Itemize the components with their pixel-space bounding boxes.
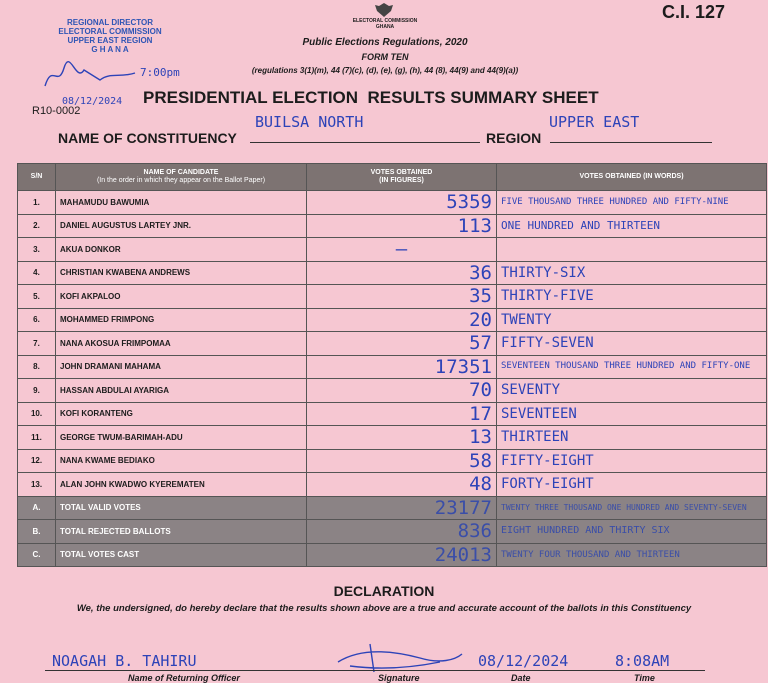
row-candidate: KOFI AKPALOO <box>56 285 307 309</box>
total-sn: A. <box>18 496 56 520</box>
total-label: TOTAL REJECTED BALLOTS <box>56 520 307 544</box>
row-words: THIRTEEN <box>497 426 767 450</box>
ci-number: C.I. 127 <box>662 2 726 22</box>
row-figures: 5359 <box>307 191 497 215</box>
row-figures: 20 <box>307 308 497 332</box>
row-sn: 2. <box>18 214 56 238</box>
row-candidate: JOHN DRAMANI MAHAMA <box>56 355 307 379</box>
table-row <box>18 355 767 379</box>
regulations-reference: (regulations 3(1)(m), 44 (7)(c), (d), (e), (g), (h), 44 (8), 44(9) and 44(9)(a)) <box>251 66 519 75</box>
signature-label: Signature <box>378 673 420 683</box>
table-row <box>18 449 767 473</box>
constituency-line <box>250 142 480 143</box>
row-sn: 7. <box>18 332 56 356</box>
regional-stamp <box>45 18 175 54</box>
row-candidate: DANIEL AUGUSTUS LARTEY JNR. <box>56 214 307 238</box>
constituency-label: NAME OF CONSTITUENCY <box>58 130 237 146</box>
row-candidate: MOHAMMED FRIMPONG <box>56 308 307 332</box>
declaration-text: We, the undersigned, do hereby declare that the results shown above are a true and accurate account of the ballots in this Constituency <box>76 603 692 614</box>
row-figures: 36 <box>307 261 497 285</box>
sheet-title: PRESIDENTIAL ELECTION RESULTS SUMMARY SHEET <box>143 88 599 107</box>
row-words: SEVENTEEN <box>497 402 767 426</box>
total-figures: 23177 <box>307 496 497 520</box>
form-name: FORM TEN <box>361 52 409 62</box>
row-candidate: AKUA DONKOR <box>56 238 307 262</box>
header-sn: S/N <box>18 164 56 191</box>
officer-name: NOAGAH B. TAHIRU <box>52 652 197 670</box>
row-sn: 10. <box>18 402 56 426</box>
row-sn: 12. <box>18 449 56 473</box>
table-row <box>18 308 767 332</box>
header-candidate <box>56 164 307 191</box>
header-figures-title: VOTES OBTAINED <box>370 169 433 176</box>
officer-label: Name of Returning Officer <box>128 673 240 683</box>
stamp-signed-time: 7:00pm <box>140 66 180 79</box>
header-figures-sub: (IN FIGURES) <box>379 177 424 184</box>
row-figures: 17 <box>307 402 497 426</box>
declaration-title: DECLARATION <box>333 583 435 599</box>
total-words: TWENTY FOUR THOUSAND AND THIRTEEN <box>497 543 767 567</box>
row-figures: 35 <box>307 285 497 309</box>
row-figures: 48 <box>307 473 497 497</box>
total-label: TOTAL VOTES CAST <box>56 543 307 567</box>
row-sn: 1. <box>18 191 56 215</box>
row-sn: 13. <box>18 473 56 497</box>
stamp-line-4: G H A N A <box>91 45 129 54</box>
row-figures: 13 <box>307 426 497 450</box>
row-candidate: ALAN JOHN KWADWO KYEREMATEN <box>56 473 307 497</box>
row-words: FIVE THOUSAND THREE HUNDRED AND FIFTY-NINE <box>497 191 767 215</box>
time-label: Time <box>634 673 655 683</box>
total-label: TOTAL VALID VOTES <box>56 496 307 520</box>
table-row <box>18 261 767 285</box>
stamp-line-1: REGIONAL DIRECTOR <box>67 18 153 27</box>
row-candidate: HASSAN ABDULAI AYARIGA <box>56 379 307 403</box>
ghana-coat-of-arms-icon <box>373 2 395 18</box>
header-candidate-title: NAME OF CANDIDATE <box>143 169 219 176</box>
stamp-line-3: UPPER EAST REGION <box>67 36 153 45</box>
total-row-rejected <box>18 520 767 544</box>
table-row <box>18 473 767 497</box>
stamp-signature-icon <box>40 58 140 94</box>
region-line <box>550 142 712 143</box>
constituency-value: BUILSA NORTH <box>255 113 364 131</box>
row-sn: 8. <box>18 355 56 379</box>
table-row <box>18 379 767 403</box>
stamp-signed-date: 08/12/2024 <box>62 96 123 107</box>
table-row <box>18 426 767 450</box>
stamp-line-2: ELECTORAL COMMISSION <box>58 27 162 36</box>
row-figures: 57 <box>307 332 497 356</box>
header-words: VOTES OBTAINED (IN WORDS) <box>497 164 767 191</box>
header-candidate-sub: (In the order in which they appear on the Ballot Paper) <box>96 177 266 184</box>
row-words: FORTY-EIGHT <box>497 473 767 497</box>
table-row <box>18 238 767 262</box>
table-row <box>18 214 767 238</box>
row-figures: 70 <box>307 379 497 403</box>
total-figures: 836 <box>307 520 497 544</box>
row-words: TWENTY <box>497 308 767 332</box>
total-sn: C. <box>18 543 56 567</box>
row-words: FIFTY-EIGHT <box>497 449 767 473</box>
row-candidate: NANA KWAME BEDIAKO <box>56 449 307 473</box>
declaration-signature-line <box>45 670 705 671</box>
declaration-date: 08/12/2024 <box>478 652 569 670</box>
region-label: REGION <box>486 130 542 146</box>
total-words: EIGHT HUNDRED AND THIRTY SIX <box>497 520 767 544</box>
row-words: SEVENTY <box>497 379 767 403</box>
total-sn: B. <box>18 520 56 544</box>
row-figures: — <box>307 238 497 262</box>
row-sn: 11. <box>18 426 56 450</box>
row-candidate: KOFI KORANTENG <box>56 402 307 426</box>
declaration-time: 8:08AM <box>615 652 670 670</box>
emblem-caption-1: ELECTORAL COMMISSION <box>352 18 418 24</box>
regulations-title: Public Elections Regulations, 2020 <box>302 37 468 48</box>
row-words: ONE HUNDRED AND THIRTEEN <box>497 214 767 238</box>
row-figures: 17351 <box>307 355 497 379</box>
form-code: R10-0002 <box>32 105 81 117</box>
emblem-caption-2: GHANA <box>375 24 395 30</box>
row-candidate: CHRISTIAN KWABENA ANDREWS <box>56 261 307 285</box>
row-sn: 5. <box>18 285 56 309</box>
row-sn: 4. <box>18 261 56 285</box>
row-sn: 6. <box>18 308 56 332</box>
date-label: Date <box>511 673 531 683</box>
row-candidate: MAHAMUDU BAWUMIA <box>56 191 307 215</box>
table-row <box>18 332 767 356</box>
header-figures <box>307 164 497 191</box>
row-words: FIFTY-SEVEN <box>497 332 767 356</box>
region-value: UPPER EAST <box>549 113 640 131</box>
results-table <box>17 163 767 567</box>
row-words: THIRTY-FIVE <box>497 285 767 309</box>
row-candidate: NANA AKOSUA FRIMPOMAA <box>56 332 307 356</box>
row-figures: 58 <box>307 449 497 473</box>
total-figures: 24013 <box>307 543 497 567</box>
table-row <box>18 285 767 309</box>
table-row <box>18 402 767 426</box>
row-words: SEVENTEEN THOUSAND THREE HUNDRED AND FIFTY-ONE <box>497 355 767 379</box>
row-sn: 9. <box>18 379 56 403</box>
table-header-row <box>18 164 767 191</box>
row-figures: 113 <box>307 214 497 238</box>
total-row-cast <box>18 543 767 567</box>
table-row <box>18 191 767 215</box>
row-words <box>497 238 767 262</box>
total-row-valid <box>18 496 767 520</box>
row-words: THIRTY-SIX <box>497 261 767 285</box>
total-words: TWENTY THREE THOUSAND ONE HUNDRED AND SEVENTY-SEVEN <box>497 496 767 520</box>
row-candidate: GEORGE TWUM-BARIMAH-ADU <box>56 426 307 450</box>
row-sn: 3. <box>18 238 56 262</box>
